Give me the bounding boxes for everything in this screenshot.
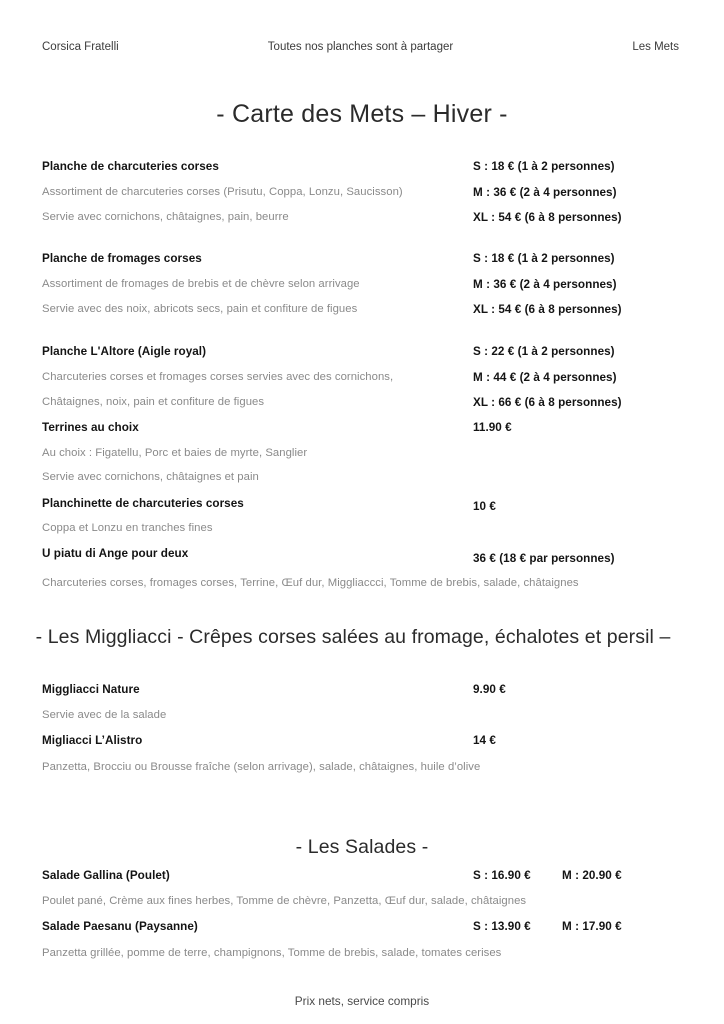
item-price: S : 22 € (1 à 2 personnes) [473, 345, 615, 358]
menu-description-row [42, 577, 682, 593]
footer-note: Prix nets, service compris [294, 994, 430, 1008]
menu-description-row [42, 303, 682, 319]
menu-description-row [42, 211, 682, 227]
item-name: Salade Paesanu (Paysanne) [42, 920, 198, 933]
item-description: Servie avec des noix, abricots secs, pain et confiture de figues [42, 303, 358, 315]
menu-price-row [42, 500, 682, 516]
item-name: U piatu di Ange pour deux [42, 547, 189, 560]
item-description: Panzetta, Brocciu ou Brousse fraîche (selon arrivage), salade, châtaignes, huile d’olive [42, 761, 481, 773]
menu-description-row [42, 522, 682, 538]
menu-item-row [42, 920, 682, 936]
restaurant-name: Corsica Fratelli [42, 41, 119, 53]
item-description: Poulet pané, Crème aux fines herbes, Tomme de chèvre, Panzetta, Œuf dur, salade, châtaignes [42, 895, 527, 907]
menu-item-row [42, 683, 682, 699]
menu-description-row [42, 278, 682, 294]
item-name: Planche de fromages corses [42, 252, 202, 265]
item-description: Coppa et Lonzu en tranches fines [42, 522, 213, 534]
item-price: XL : 66 € (6 à 8 personnes) [473, 396, 622, 409]
item-description: Assortiment de charcuteries corses (Prisutu, Coppa, Lonzu, Saucisson) [42, 186, 403, 198]
section-heading: - Les Salades - [295, 836, 429, 858]
item-name: Planchinette de charcuteries corses [42, 497, 244, 510]
item-description: Panzetta grillée, pomme de terre, champignons, Tomme de brebis, salade, tomates cerises [42, 947, 502, 959]
running-header [42, 41, 679, 59]
menu-description-row [42, 447, 682, 463]
menu-description-row [42, 895, 682, 911]
menu-item-row [42, 869, 682, 885]
item-name: Salade Gallina (Poulet) [42, 869, 170, 882]
item-description: Servie avec cornichons, châtaignes, pain, beurre [42, 211, 289, 223]
menu-description-row [42, 947, 682, 963]
item-description: Charcuteries corses, fromages corses, Terrine, Œuf dur, Miggliaccci, Tomme de brebis, salade, châtaignes [42, 577, 579, 589]
item-price: 36 € (18 € par personnes) [473, 552, 615, 565]
item-description: Châtaignes, noix, pain et confiture de figues [42, 396, 265, 408]
item-price: M : 36 € (2 à 4 personnes) [473, 186, 617, 199]
menu-item-row [42, 345, 682, 361]
item-price-secondary: M : 20.90 € [562, 869, 622, 882]
item-description: Charcuteries corses et fromages corses servies avec des cornichons, [42, 371, 394, 383]
item-price: 11.90 € [473, 421, 512, 434]
item-price: M : 44 € (2 à 4 personnes) [473, 371, 617, 384]
menu-price-row [42, 552, 682, 568]
section-heading: - Les Miggliacci - Crêpes corses salées au fromage, échalotes et persil – [35, 626, 671, 648]
menu-item-row [42, 160, 682, 176]
page-title: - Carte des Mets – Hiver - [216, 100, 508, 128]
item-description: Assortiment de fromages de brebis et de chèvre selon arrivage [42, 278, 360, 290]
item-description: Au choix : Figatellu, Porc et baies de myrte, Sanglier [42, 447, 308, 459]
item-price: S : 16.90 € [473, 869, 531, 882]
menu-description-row [42, 761, 682, 777]
item-name: Planche de charcuteries corses [42, 160, 219, 173]
sharing-note: Toutes nos planches sont à partager [267, 41, 454, 53]
item-price: 10 € [473, 500, 496, 513]
menu-description-row [42, 471, 682, 487]
item-price: S : 13.90 € [473, 920, 531, 933]
menu-description-row [42, 371, 682, 387]
item-name: Migliacci L’Alistro [42, 734, 143, 747]
item-name: Planche L'Altore (Aigle royal) [42, 345, 207, 358]
item-description: Servie avec cornichons, châtaignes et pain [42, 471, 259, 483]
menu-item-row [42, 252, 682, 268]
item-price: 14 € [473, 734, 496, 747]
item-name: Terrines au choix [42, 421, 139, 434]
menu-description-row [42, 709, 682, 725]
menu-description-row [42, 186, 682, 202]
item-price: XL : 54 € (6 à 8 personnes) [473, 303, 622, 316]
menu-item-row [42, 421, 682, 437]
menu-description-row [42, 396, 682, 412]
item-price: 9.90 € [473, 683, 506, 696]
item-description: Servie avec de la salade [42, 709, 167, 721]
item-name: Miggliacci Nature [42, 683, 140, 696]
item-price: M : 36 € (2 à 4 personnes) [473, 278, 617, 291]
item-price: S : 18 € (1 à 2 personnes) [473, 160, 615, 173]
item-price: XL : 54 € (6 à 8 personnes) [473, 211, 622, 224]
menu-item-row [42, 734, 682, 750]
menu-category-label: Les Mets [632, 41, 679, 53]
item-price-secondary: M : 17.90 € [562, 920, 622, 933]
item-price: S : 18 € (1 à 2 personnes) [473, 252, 615, 265]
